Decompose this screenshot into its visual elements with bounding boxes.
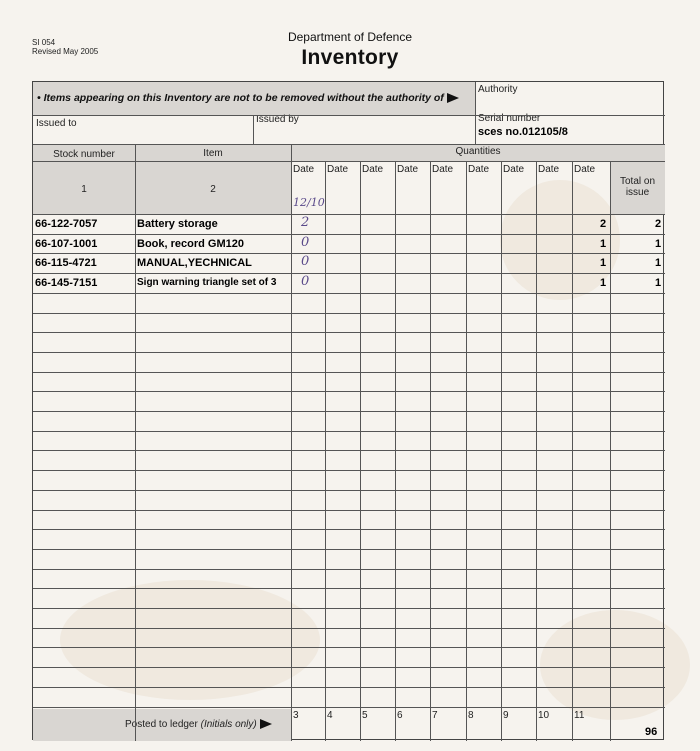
- quantity-cell: 1: [600, 257, 607, 270]
- grid-line: [33, 549, 665, 550]
- grid-line: [33, 391, 665, 392]
- arrow-right-icon: [447, 93, 459, 103]
- handwritten-quantity: 0: [301, 234, 310, 250]
- posted-to-ledger-label: [125, 719, 272, 730]
- grid-line: [33, 470, 665, 471]
- ledger-column-number: 10: [538, 710, 550, 721]
- grid-line: [33, 450, 665, 451]
- inventory-form: [32, 81, 664, 740]
- grid-line: [33, 332, 665, 333]
- grid-line: [33, 687, 665, 688]
- stock-number-cell: 66-115-4721: [35, 257, 97, 270]
- date-header: Date: [327, 164, 349, 175]
- grid-line: [33, 352, 665, 353]
- grid-line: [33, 411, 665, 412]
- issued-by-label: Issued by: [256, 114, 299, 125]
- grid-line: [291, 161, 292, 741]
- grid-line: [135, 144, 136, 741]
- serial-number-label: Serial number: [478, 113, 541, 124]
- item-cell: Sign warning triangle set of 3: [137, 277, 277, 289]
- grid-line: [33, 608, 665, 609]
- page-number: 96: [645, 726, 658, 738]
- grid-line: [395, 161, 396, 741]
- grid-line: [33, 313, 665, 314]
- date-header: Date: [468, 164, 490, 175]
- ledger-column-number: 5: [362, 710, 368, 721]
- column-2-number: 2: [210, 184, 216, 195]
- stock-number-header: Stock number: [53, 149, 115, 160]
- grid-line: [466, 161, 467, 741]
- handwritten-date: 12/10: [293, 196, 325, 209]
- date-header: Date: [397, 164, 419, 175]
- grid-line: [360, 161, 361, 741]
- date-header: Date: [432, 164, 454, 175]
- grid-line: [33, 588, 665, 589]
- date-header: Date: [574, 164, 596, 175]
- item-cell: Book, record GM120: [137, 237, 244, 250]
- grid-line: [33, 529, 665, 530]
- grid-line: [610, 161, 611, 741]
- issued-to-label: Issued to: [36, 118, 77, 129]
- stock-number-cell: 66-122-7057: [35, 218, 98, 230]
- notice-label: Items appearing on this Inventory are not to be removed without the authority of: [43, 92, 444, 104]
- form-code-number: SI 054: [32, 38, 56, 47]
- page-title: Inventory: [301, 46, 399, 69]
- date-header: Date: [503, 164, 525, 175]
- stock-number-cell: 66-145-7151: [35, 277, 98, 290]
- authority-label: Authority: [478, 84, 518, 95]
- ledger-column-number: 4: [327, 710, 333, 721]
- grid-line: [33, 647, 665, 648]
- grid-line: [501, 161, 502, 741]
- grid-line: [33, 372, 665, 373]
- grid-line: [33, 431, 665, 432]
- initials-only-label: (Initials only): [200, 719, 257, 730]
- grid-line: [253, 115, 254, 144]
- serial-number-value: sces no.012105/8: [478, 126, 568, 138]
- handwritten-quantity: 2: [301, 215, 310, 230]
- quantity-cell: 1: [600, 237, 607, 250]
- total-on-issue-cell: 1: [655, 237, 662, 250]
- grid-line: [33, 273, 665, 274]
- date-header: Date: [362, 164, 384, 175]
- date-header: Date: [293, 164, 315, 175]
- grid-line: [33, 293, 665, 294]
- grid-line: [536, 161, 537, 741]
- item-cell: MANUAL,YECHNICAL: [137, 257, 252, 270]
- total-on-issue-header: Total on issue: [619, 176, 656, 198]
- handwritten-quantity: 0: [301, 274, 310, 290]
- arrow-right-icon: [260, 719, 272, 729]
- form-revised-date: Revised May 2005: [32, 47, 99, 56]
- total-on-issue-cell: 1: [655, 277, 662, 290]
- grid-line: [475, 82, 476, 144]
- grid-line: [33, 628, 665, 629]
- quantity-cell: 1: [600, 277, 607, 290]
- ledger-column-number: 11: [574, 710, 585, 721]
- quantities-header: Quantities: [455, 146, 501, 157]
- grid-line: [572, 161, 573, 741]
- department-name: Department of Defence: [287, 30, 413, 44]
- grid-line: [33, 707, 665, 708]
- column-1-number: 1: [81, 184, 87, 195]
- total-on-issue-cell: 2: [655, 218, 662, 230]
- item-header: Item: [203, 148, 223, 159]
- grid-line: [33, 115, 665, 116]
- grid-line: [33, 667, 665, 668]
- grid-line: [430, 161, 431, 741]
- grid-line: [33, 214, 665, 215]
- grid-line: [291, 161, 665, 162]
- date-header: Date: [538, 164, 560, 175]
- ledger-column-number: 3: [293, 710, 299, 721]
- grid-line: [325, 161, 326, 741]
- item-cell: Battery storage: [137, 218, 218, 230]
- handwritten-quantity: 0: [301, 254, 310, 270]
- grid-line: [33, 144, 665, 145]
- grid-line: [33, 510, 665, 511]
- ledger-column-number: 7: [432, 710, 438, 721]
- ledger-column-number: 8: [468, 710, 474, 721]
- grid-line: [33, 253, 665, 254]
- notice-text: • Items appearing on this Inventory are not to be removed without the authority of: [37, 92, 475, 104]
- grid-line: [291, 144, 292, 161]
- stock-number-cell: 66-107-1001: [35, 237, 98, 250]
- posted-label-text: Posted to ledger: [125, 719, 198, 730]
- total-on-issue-cell: 1: [655, 257, 662, 270]
- ledger-column-number: 6: [397, 710, 403, 721]
- grid-line: [33, 234, 665, 235]
- quantity-cell: 2: [600, 218, 607, 230]
- grid-line: [33, 569, 665, 570]
- grid-line: [33, 490, 665, 491]
- ledger-column-number: 9: [503, 710, 509, 721]
